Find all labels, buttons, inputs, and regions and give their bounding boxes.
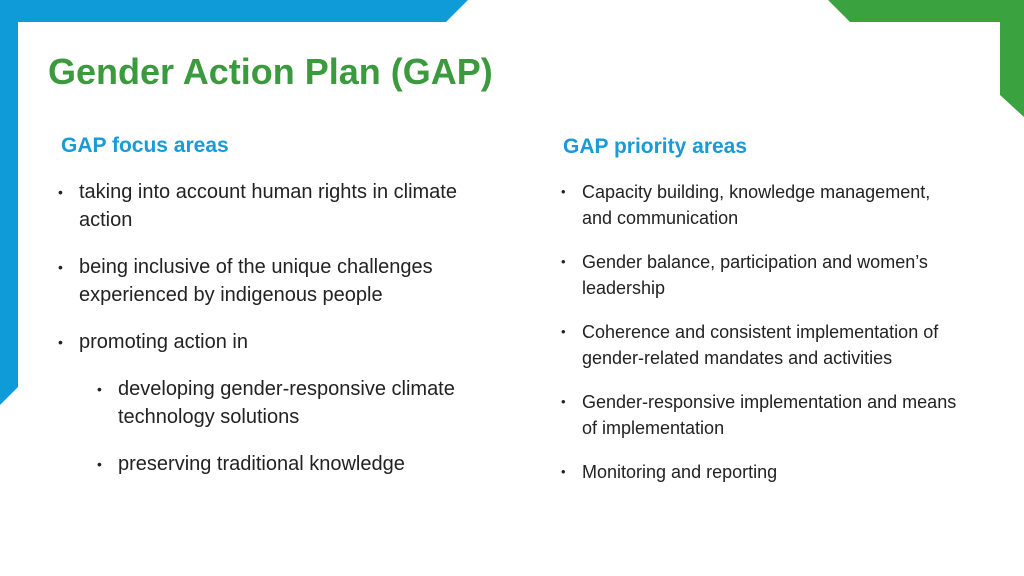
list-item-text: Monitoring and reporting: [582, 462, 778, 482]
focus-item-indigenous: [58, 253, 478, 309]
priority-item-coherence: [561, 319, 961, 371]
bullet-icon: •: [561, 324, 566, 339]
bullet-icon: •: [561, 254, 566, 269]
focus-item-human-rights: [58, 178, 478, 234]
list-item-text: being inclusive of the unique challenges experienced by indigenous people: [79, 256, 433, 306]
priority-item-capacity-building: [561, 179, 961, 231]
priority-areas-list: [561, 179, 961, 503]
list-item-text: Capacity building, knowledge management, and communication: [582, 182, 931, 228]
priority-item-implementation: [561, 389, 961, 441]
list-item-text: promoting action in: [79, 331, 248, 353]
list-item-text: developing gender-responsive climate technology solutions: [118, 378, 455, 428]
list-item-text: Gender balance, participation and women’s leadership: [582, 252, 928, 298]
priority-item-monitoring: [561, 459, 961, 485]
bullet-icon: •: [561, 184, 566, 199]
list-item-text: Coherence and consistent implementation of gender-related mandates and activities: [582, 322, 939, 368]
bullet-icon: •: [58, 259, 63, 275]
focus-subitem-technology: [58, 375, 478, 431]
green-corner-band: [828, 0, 1024, 117]
bullet-icon: •: [58, 184, 63, 200]
list-item-text: taking into account human rights in climate action: [79, 181, 457, 231]
bullet-icon: •: [97, 456, 102, 472]
bullet-icon: •: [561, 464, 566, 479]
focus-areas-list: [58, 178, 478, 497]
focus-subitem-traditional-knowledge: [58, 450, 478, 478]
slide-title: Gender Action Plan (GAP): [48, 51, 493, 92]
list-item-text: preserving traditional knowledge: [118, 453, 405, 475]
priority-areas-heading: GAP priority areas: [563, 135, 748, 158]
list-item-text: Gender-responsive implementation and means of implementation: [582, 392, 957, 438]
bullet-icon: •: [97, 381, 102, 397]
bullet-icon: •: [561, 394, 566, 409]
focus-areas-heading: GAP focus areas: [61, 134, 229, 157]
bullet-icon: •: [58, 334, 63, 350]
focus-item-promoting-action: [58, 328, 478, 356]
priority-item-gender-balance: [561, 249, 961, 301]
